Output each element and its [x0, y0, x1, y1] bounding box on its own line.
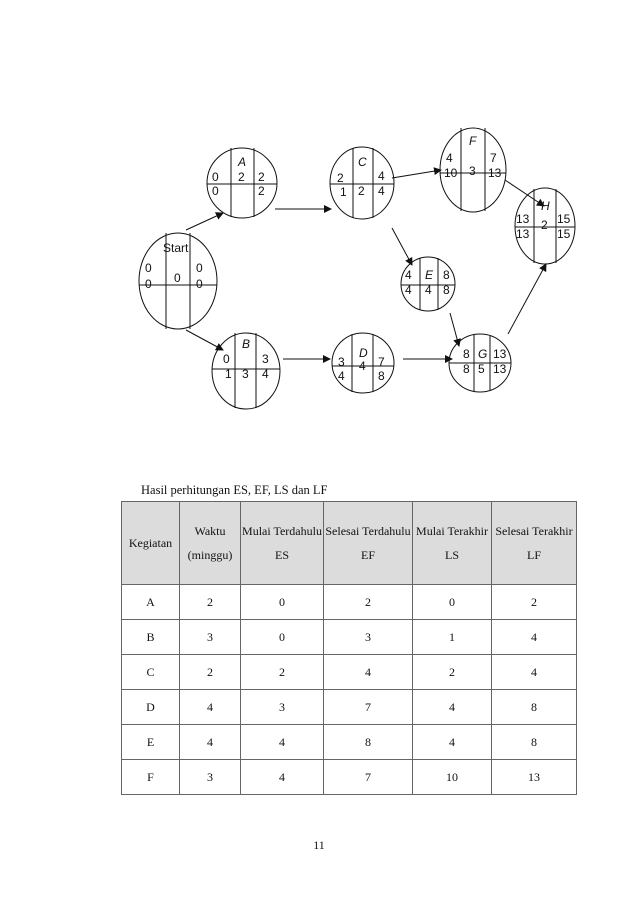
cell-waktu: 4	[180, 725, 241, 760]
node-c-label: C	[358, 155, 367, 169]
node-start-ls: 0	[145, 277, 152, 291]
header-ls: Mulai Terakhir LS	[413, 502, 492, 585]
node-b-duration: 3	[242, 367, 249, 381]
cell-ef: 7	[324, 760, 413, 795]
cell-lf: 13	[492, 760, 577, 795]
node-e	[401, 257, 455, 311]
header-es: Mulai Terdahulu ES	[241, 502, 324, 585]
cell-waktu: 4	[180, 690, 241, 725]
node-a-ef: 2	[258, 170, 265, 184]
node-f	[440, 128, 506, 212]
header-ef: Selesai Terdahulu EF	[324, 502, 413, 585]
cell-waktu: 2	[180, 655, 241, 690]
node-d-lf: 8	[378, 369, 385, 383]
node-g-ef: 13	[493, 347, 507, 361]
cell-es: 0	[241, 620, 324, 655]
node-f-es: 4	[446, 151, 453, 165]
cell-lf: 8	[492, 725, 577, 760]
node-d	[332, 333, 394, 393]
node-f-ls: 10	[444, 166, 458, 180]
cell-waktu: 3	[180, 620, 241, 655]
node-a-lf: 2	[258, 184, 265, 198]
node-d-es: 3	[338, 355, 345, 369]
node-start	[139, 233, 217, 329]
cell-ls: 1	[413, 620, 492, 655]
node-h	[515, 188, 575, 264]
node-c-ef: 4	[378, 169, 385, 183]
node-h-lf: 15	[557, 227, 571, 241]
node-g-label: G	[478, 347, 488, 361]
cell-ef: 8	[324, 725, 413, 760]
node-g-duration: 5	[478, 362, 485, 376]
cell-kegiatan: D	[122, 690, 180, 725]
cell-ef: 2	[324, 585, 413, 620]
cell-kegiatan: C	[122, 655, 180, 690]
node-start-duration: 0	[174, 271, 181, 285]
node-g-es: 8	[463, 347, 470, 361]
node-h-ef: 15	[557, 212, 571, 226]
node-g	[449, 334, 511, 392]
node-start-es: 0	[145, 261, 152, 275]
cell-lf: 4	[492, 620, 577, 655]
cell-ef: 3	[324, 620, 413, 655]
node-b	[212, 333, 280, 409]
table-caption: Hasil perhitungan ES, EF, LS dan LF	[141, 483, 328, 497]
header-kegiatan: Kegiatan	[122, 502, 180, 585]
node-h-label: H	[541, 199, 550, 213]
node-b-label: B	[242, 337, 251, 351]
arrow-g-h	[508, 264, 546, 334]
node-f-lf: 13	[488, 166, 502, 180]
cell-es: 3	[241, 690, 324, 725]
cell-ef: 7	[324, 690, 413, 725]
node-d-label: D	[359, 346, 368, 360]
arrow-e-g	[450, 313, 459, 346]
cell-lf: 4	[492, 655, 577, 690]
table-header-row	[122, 502, 577, 585]
table-row	[122, 760, 577, 795]
table-row	[122, 620, 577, 655]
cell-kegiatan: E	[122, 725, 180, 760]
page-number: 11	[313, 838, 325, 852]
table-row	[122, 725, 577, 760]
node-start-ef: 0	[196, 261, 203, 275]
node-c-duration: 2	[358, 184, 365, 198]
node-g-ls: 8	[463, 362, 470, 376]
node-e-ls: 4	[405, 283, 412, 297]
node-g-lf: 13	[493, 362, 507, 376]
arrow-c-f	[392, 170, 441, 178]
cell-ls: 10	[413, 760, 492, 795]
cell-kegiatan: F	[122, 760, 180, 795]
arrow-f-h	[505, 180, 544, 206]
node-f-label: F	[469, 134, 477, 148]
node-a-duration: 2	[238, 170, 245, 184]
node-b-ls: 1	[225, 367, 232, 381]
node-a	[207, 148, 277, 218]
cell-ls: 0	[413, 585, 492, 620]
node-a-ls: 0	[212, 184, 219, 198]
cell-kegiatan: B	[122, 620, 180, 655]
node-d-duration: 4	[359, 359, 366, 373]
node-c-lf: 4	[378, 184, 385, 198]
cell-es: 0	[241, 585, 324, 620]
cell-es: 4	[241, 725, 324, 760]
node-c	[330, 147, 394, 219]
node-h-duration: 2	[541, 218, 548, 232]
cell-lf: 8	[492, 690, 577, 725]
cell-lf: 2	[492, 585, 577, 620]
node-start-lf: 0	[196, 277, 203, 291]
cell-es: 2	[241, 655, 324, 690]
node-b-lf: 4	[262, 367, 269, 381]
cell-ef: 4	[324, 655, 413, 690]
node-f-duration: 3	[469, 164, 476, 178]
node-a-label: A	[238, 155, 247, 169]
node-f-ef: 7	[490, 151, 497, 165]
node-e-ef: 8	[443, 268, 450, 282]
node-e-label: E	[425, 268, 434, 282]
table-row	[122, 585, 577, 620]
node-e-lf: 8	[443, 283, 450, 297]
node-c-ls: 1	[340, 185, 347, 199]
results-table	[121, 501, 577, 795]
node-start-label: Start	[163, 241, 189, 255]
node-d-ls: 4	[338, 369, 345, 383]
cell-es: 4	[241, 760, 324, 795]
arrow-c-e	[392, 228, 412, 265]
cell-waktu: 3	[180, 760, 241, 795]
cell-kegiatan: A	[122, 585, 180, 620]
node-h-es: 13	[516, 212, 530, 226]
node-e-duration: 4	[425, 283, 432, 297]
node-h-ls: 13	[516, 227, 530, 241]
cell-ls: 2	[413, 655, 492, 690]
cell-ls: 4	[413, 725, 492, 760]
arrow-start-b	[186, 330, 223, 350]
arrow-start-a	[186, 213, 223, 230]
node-b-es: 0	[223, 352, 230, 366]
node-d-ef: 7	[378, 355, 385, 369]
table-row	[122, 690, 577, 725]
node-c-es: 2	[337, 171, 344, 185]
table-row	[122, 655, 577, 690]
node-e-es: 4	[405, 268, 412, 282]
node-a-es: 0	[212, 170, 219, 184]
cell-waktu: 2	[180, 585, 241, 620]
cell-ls: 4	[413, 690, 492, 725]
header-waktu: Waktu (minggu)	[180, 502, 241, 585]
node-b-ef: 3	[262, 352, 269, 366]
header-lf: Selesai Terakhir LF	[492, 502, 577, 585]
